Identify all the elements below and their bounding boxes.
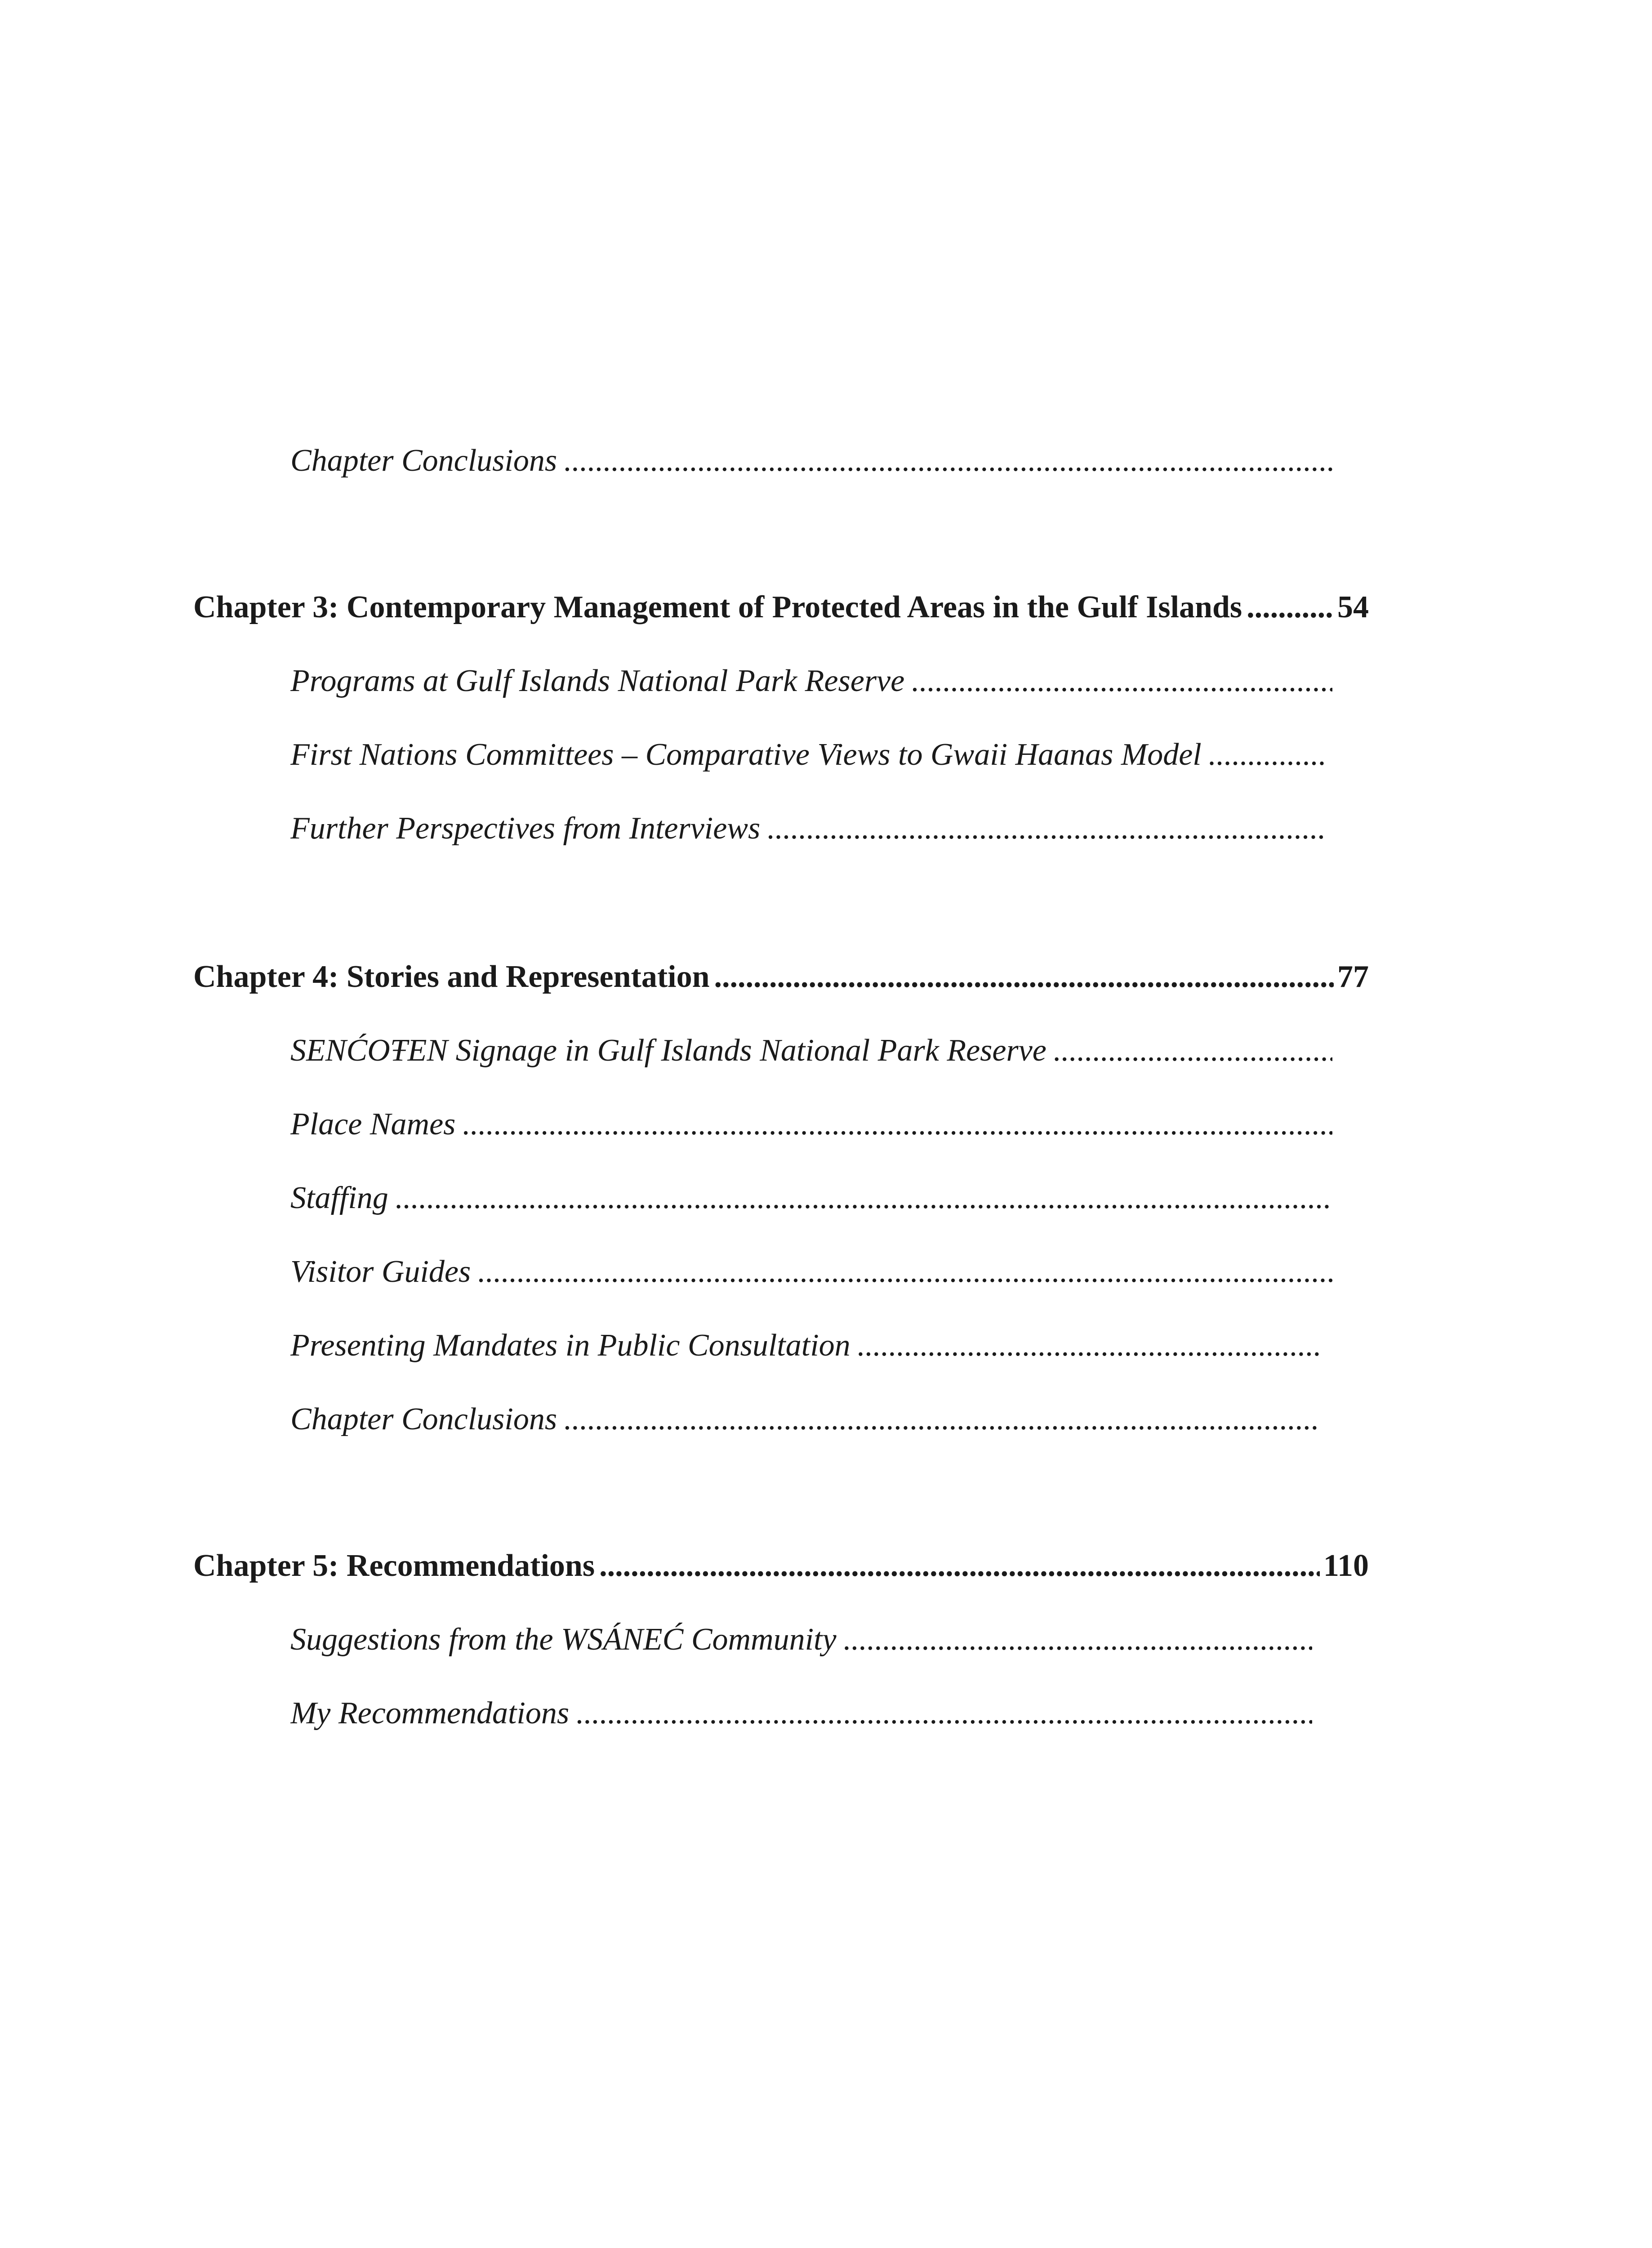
- toc-dot-leader: [837, 1619, 1312, 1660]
- toc-section-line[interactable]: [290, 1252, 1332, 1292]
- toc-dot-leader: [850, 1325, 1319, 1366]
- toc-chapter-title: Chapter 5: Recommendations: [193, 1548, 595, 1583]
- toc-section-title: Presenting Mandates in Public Consultation: [290, 1328, 850, 1363]
- toc-section-line[interactable]: [290, 1030, 1332, 1071]
- toc-section-line[interactable]: [290, 735, 1326, 775]
- toc-chapter-3[interactable]: [193, 587, 1369, 628]
- toc-section-title: Chapter Conclusions: [290, 443, 557, 478]
- toc-section-title: SENĆOŦEN Signage in Gulf Islands National Park Reserve: [290, 1033, 1046, 1068]
- toc-section-line[interactable]: [290, 1619, 1312, 1660]
- toc-section-title: Suggestions from the WSÁNEĆ Community: [290, 1622, 837, 1657]
- toc-section-title: Place Names: [290, 1107, 456, 1142]
- toc-dot-leader: [1046, 1030, 1332, 1071]
- toc-section-title: Staffing: [290, 1181, 388, 1215]
- toc-section-title: First Nations Committees – Comparative Views to Gwaii Haanas Model: [290, 737, 1202, 772]
- toc-chapter-5[interactable]: [193, 1546, 1369, 1586]
- toc-section-line[interactable]: [290, 1399, 1319, 1440]
- toc-section-title: Further Perspectives from Interviews: [290, 811, 761, 846]
- toc-dot-leader: [569, 1693, 1312, 1734]
- toc-section-line[interactable]: [290, 661, 1332, 701]
- toc-chapter-title: Chapter 3: Contemporary Management of Protected Areas in the Gulf Islands: [193, 590, 1242, 624]
- toc-dot-leader: [1202, 735, 1326, 775]
- toc-page-number: 110: [1323, 1548, 1369, 1583]
- toc-section-line[interactable]: [290, 808, 1326, 849]
- toc-page-number: 54: [1337, 590, 1369, 624]
- toc-section-title: Visitor Guides: [290, 1254, 471, 1289]
- toc-section-line[interactable]: [290, 1325, 1319, 1366]
- toc-section-line[interactable]: [290, 1104, 1332, 1145]
- toc-section-title: Programs at Gulf Islands National Park Reserve: [290, 664, 905, 698]
- toc-section-title: Chapter Conclusions: [290, 1402, 557, 1436]
- toc-dot-leader: [455, 1104, 1332, 1145]
- toc-section-line[interactable]: [290, 1693, 1312, 1734]
- toc-dot-leader: [471, 1252, 1332, 1292]
- toc-section-line[interactable]: [290, 441, 1332, 481]
- toc-section-title: My Recommendations: [290, 1696, 570, 1731]
- toc-dot-leader: [904, 661, 1332, 701]
- toc-chapter-title: Chapter 4: Stories and Representation: [193, 959, 710, 994]
- toc-chapter-4[interactable]: [193, 957, 1369, 997]
- toc-dot-leader: [760, 808, 1326, 849]
- toc-section-line[interactable]: [290, 1178, 1332, 1218]
- toc-dot-leader: [388, 1178, 1332, 1218]
- toc-dot-leader: [595, 1546, 1320, 1586]
- toc-page-number: 77: [1337, 959, 1369, 994]
- toc-dot-leader: [1242, 587, 1334, 628]
- toc-dot-leader: [557, 441, 1332, 481]
- toc-dot-leader: [557, 1399, 1319, 1440]
- toc-dot-leader: [710, 957, 1334, 997]
